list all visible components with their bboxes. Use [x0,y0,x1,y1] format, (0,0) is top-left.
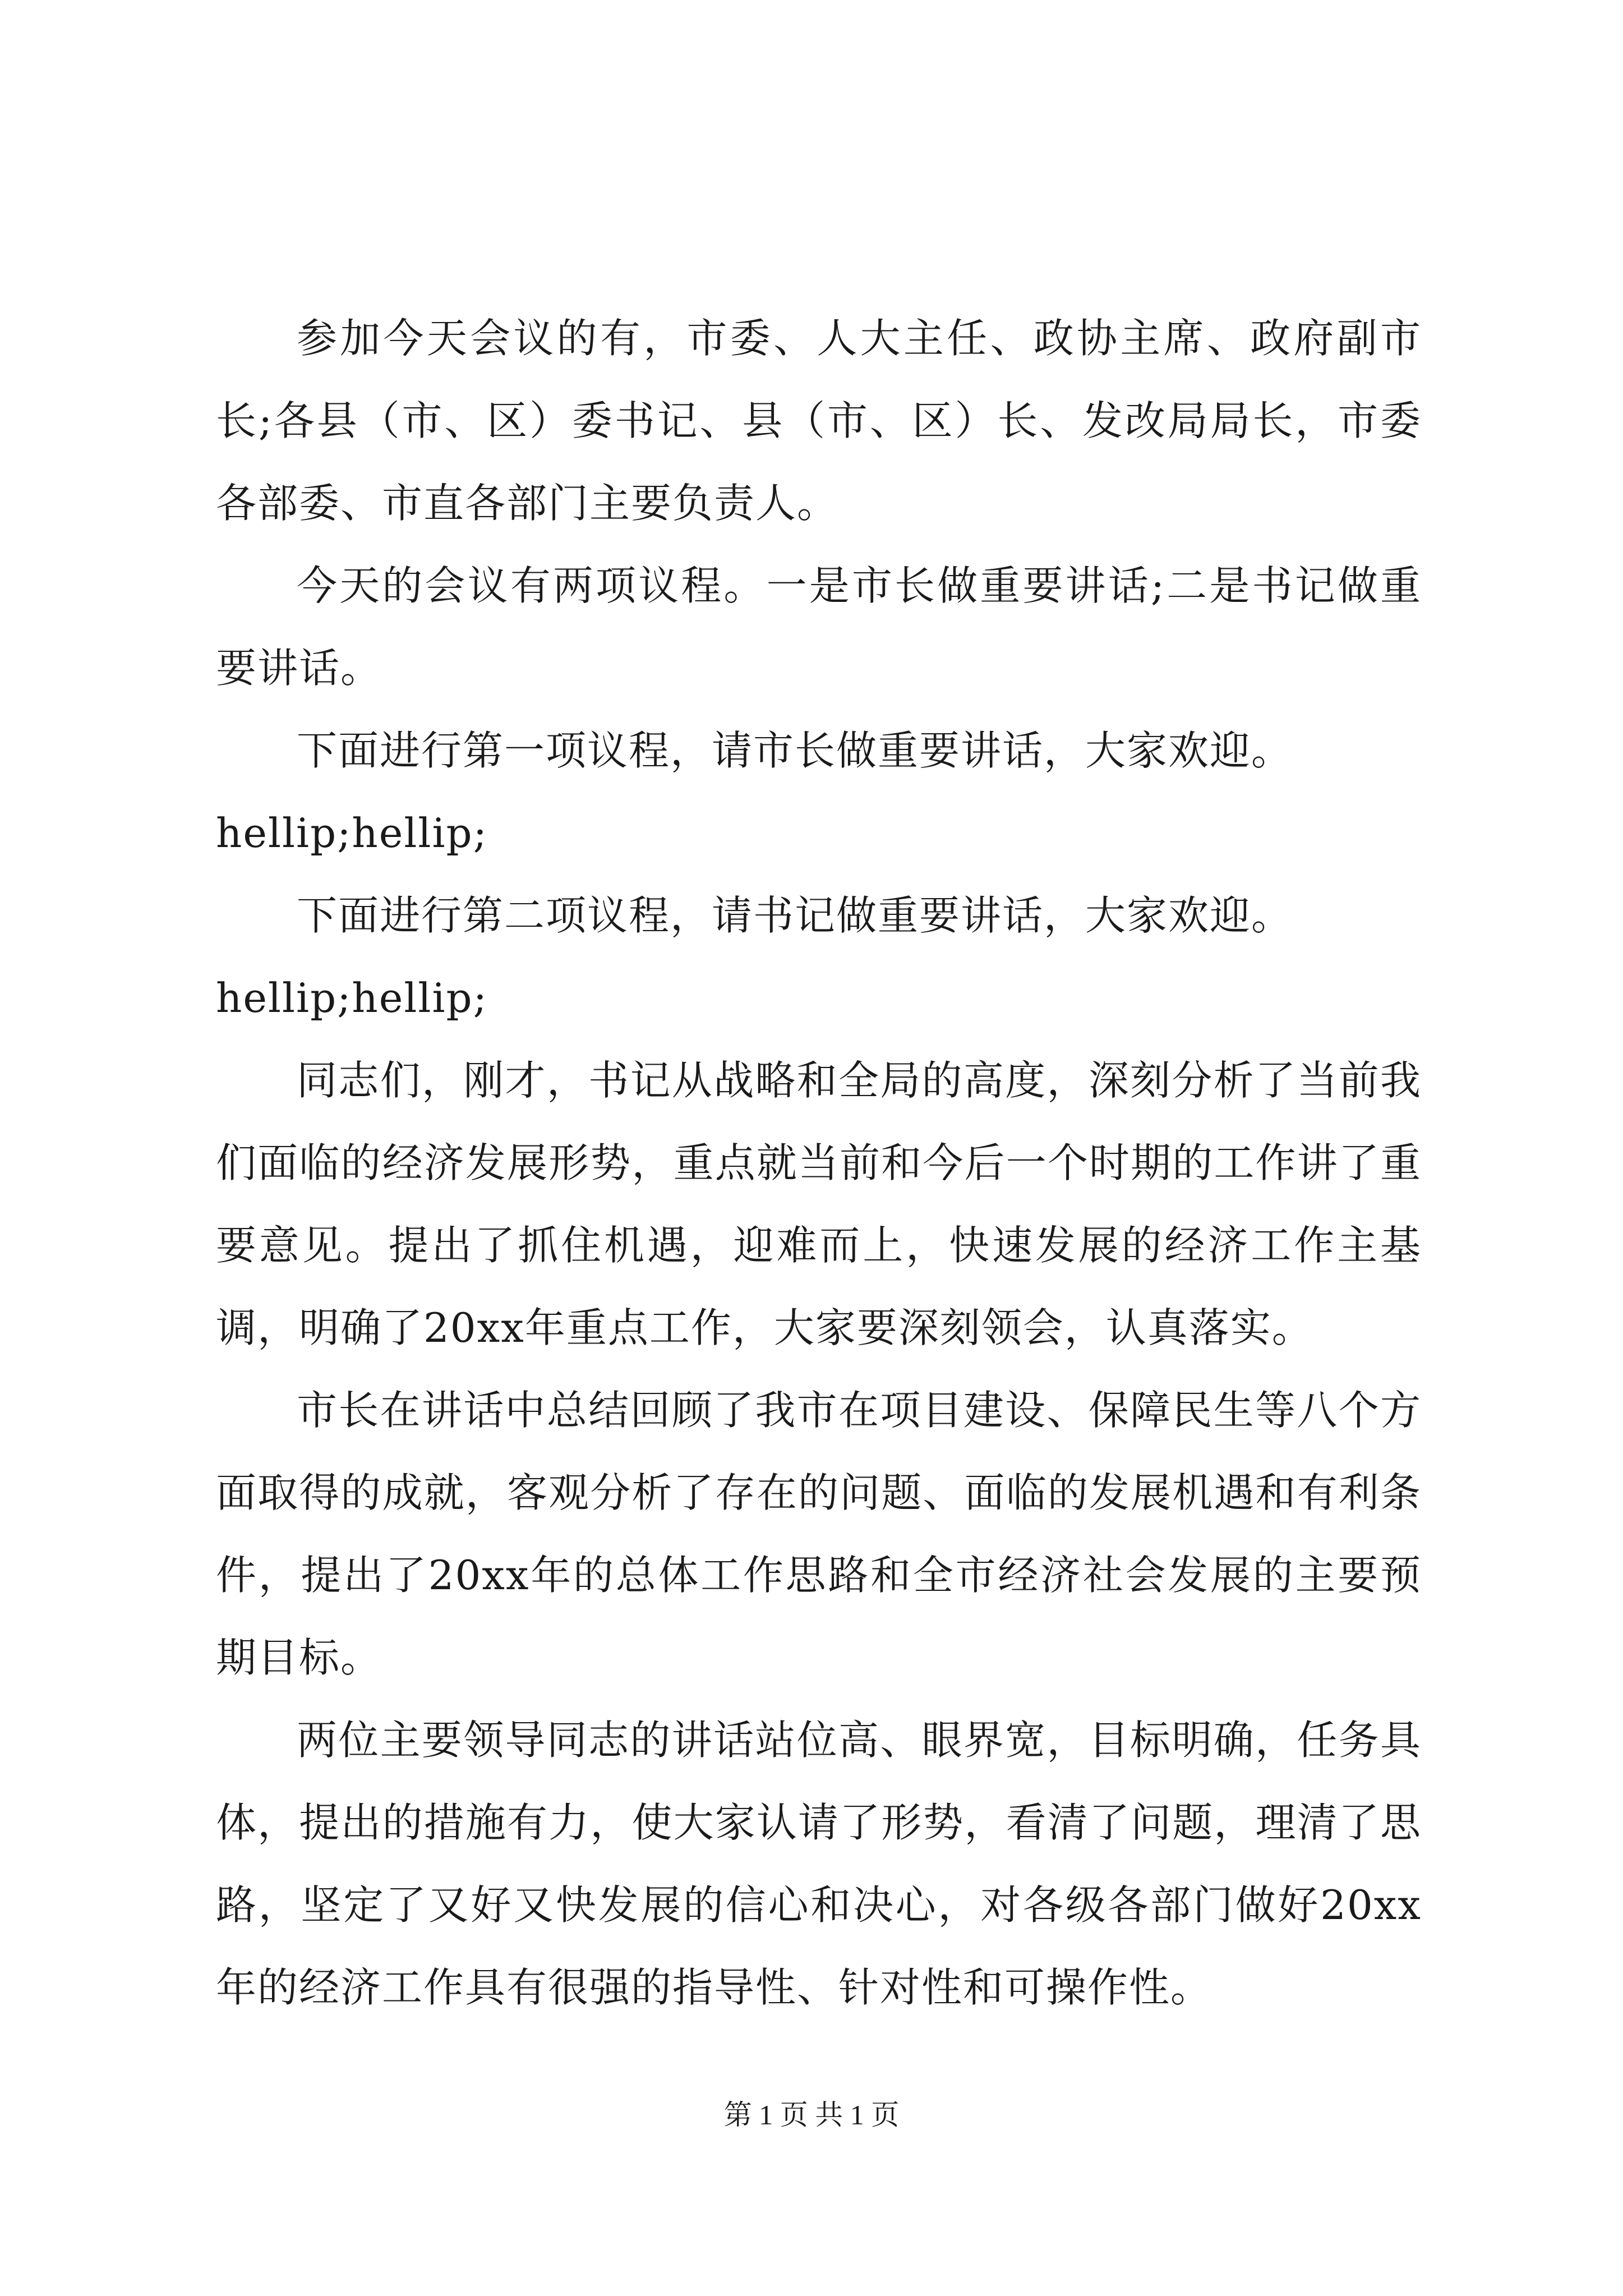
document-body [216,297,1422,2029]
paragraph-first-item: 下面进行第一项议程，请市长做重要讲话，大家欢迎。 [297,727,1293,774]
paragraph-attendees: 参加今天会议的有，市委、人大主任、政协主席、政府副市长;各县（市、区）委书记、县（市、区）长、发改局局长，市委各部委、市直各部门主要负责人。 [216,315,1422,527]
paragraph-ellipsis-1: hellip;hellip; [216,809,488,857]
paragraph-ellipsis-2: hellip;hellip; [216,974,488,1022]
paragraph-secretary-summary: 同志们，刚才，书记从战略和全局的高度，深刻分析了当前我们面临的经济发展形势，重点就当前和今后一个时期的工作讲了重要意见。提出了抓住机遇，迎难而上，快速发展的经济工作主基调，明确了20xx年重点工作，大家要深刻领会，认真落实。 [216,1057,1422,1351]
paragraph-agenda: 今天的会议有两项议程。一是市长做重要讲话;二是书记做重要讲话。 [216,562,1422,692]
paragraph-conclusion: 两位主要领导同志的讲话站位高、眼界宽，目标明确，任务具体，提出的措施有力，使大家认请了形势，看清了问题，理清了思路，坚定了又好又快发展的信心和决心，对各级各部门做好20xx年的经济工作具有很强的指导性、针对性和可操作性。 [216,1717,1422,2011]
paragraph-mayor-summary: 市长在讲话中总结回顾了我市在项目建设、保障民生等八个方面取得的成就，客观分析了存在的问题、面临的发展机遇和有利条件，提出了20xx年的总体工作思路和全市经济社会发展的主要预期目标。 [216,1387,1422,1681]
paragraph-second-item: 下面进行第二项议程，请书记做重要讲话，大家欢迎。 [297,892,1293,939]
page-footer: 第 1 页 共 1 页 [723,2099,900,2131]
